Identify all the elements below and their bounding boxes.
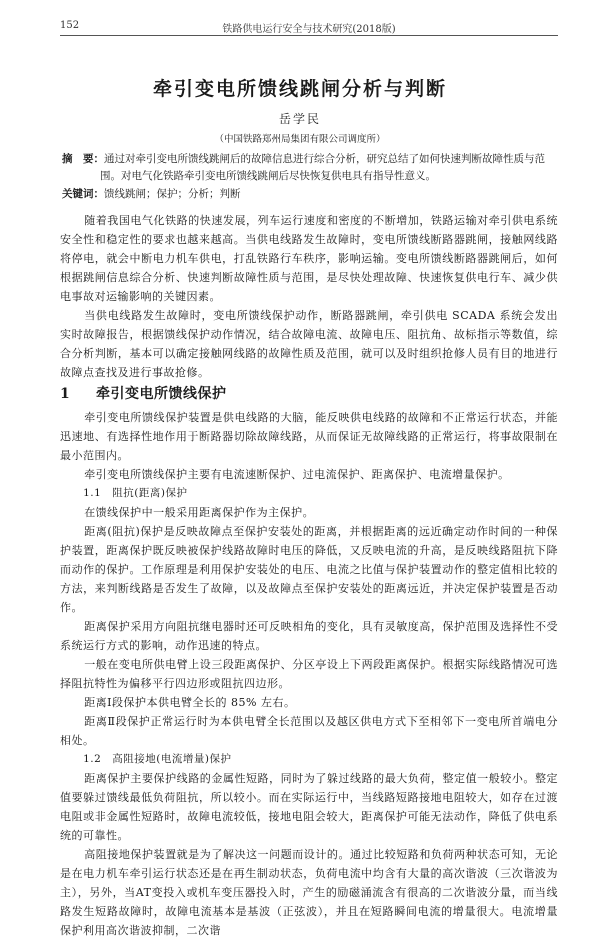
paragraph: 随着我国电气化铁路的快速发展，列车运行速度和密度的不断增加，铁路运输对牵引供电系统安全性和稳定性的要求也越来越高。当供电线路发生故障时，变电所馈线断路器跳闸，接触网线路将停电，就会中断电力机车供电，打乱铁路行车秩序，影响运输。变电所馈线断路器跳闸后，如何根据跳闸信息综合分析、快速判断故障性质与范围，是尽快处理故障、快速恢复供电行车、减少供电事故对运输影响的关键因素。 — [60, 214, 558, 303]
section-heading — [60, 384, 558, 405]
section-title: 牵引变电所馈线保护 — [96, 386, 227, 402]
subsection-heading — [60, 484, 558, 503]
paragraph: 当供电线路发生故障时，变电所馈线保护动作，断路器跳闸，牵引供电 SCADA 系统会发出实时故障报告，根据馈线保护动作情况，结合故障电流、故障电压、阻抗角、故标指示等数值，综合分析判断，基本可以确定接触网线路的故障性质及范围，就可以及时组织抢修人员有目的地进行故障点查找及进行事故抢修。 — [60, 309, 558, 379]
abstract-block — [62, 151, 556, 203]
section-number: 1 — [60, 386, 71, 402]
paragraph: 距离保护采用方向阻抗继电器时还可反映相角的变化，具有灵敏度高，保护范围及选择性不受系统运行方式的影响，动作迅速的特点。 — [60, 620, 558, 652]
running-header — [60, 18, 558, 36]
keywords — [62, 186, 556, 203]
paragraph: 牵引变电所馈线保护装置是供电线路的大脑，能反映供电线路的故障和不正常运行状态，并能迅速地、有选择性地作用于断路器切除故障线路，从而保证无故障线路的正常运行，将事故限制在最小范围内。 — [60, 411, 558, 462]
article-title: 牵引变电所馈线跳闸分析与判断 — [152, 78, 447, 100]
abstract-text: 通过对牵引变电所馈线跳闸后的故障信息进行综合分析，研究总结了如何快速判断故障性质与范围。对电气化铁路牵引变电所馈线跳闸后尽快恢复供电具有指导性意义。 — [100, 153, 545, 182]
paragraph: 距离Ⅱ段保护正常运行时为本供电臂全长范围以及越区供电方式下至相邻下一变电所首端电分相处。 — [60, 715, 558, 747]
paragraph: 牵引变电所馈线保护主要有电流速断保护、过电流保护、距离保护、电流增量保护。 — [84, 468, 510, 481]
paragraph: 距离Ⅰ段保护本供电臂全长的 85% 左右。 — [84, 696, 296, 709]
subsection-number: 1.2 — [83, 753, 102, 765]
paragraph: 在馈线保护中一般采用距离保护作为主保护。 — [84, 506, 315, 519]
author: 岳学民 — [278, 112, 321, 126]
subsection-title: 高阻接地(电流增量)保护 — [112, 753, 232, 765]
keywords-label: 关键词： — [62, 188, 104, 200]
subsection-title: 阻抗(距离)保护 — [112, 487, 188, 499]
journal-title: 铁路供电运行安全与技术研究(2018版) — [222, 24, 396, 35]
page-number: 152 — [60, 20, 80, 31]
article-body — [60, 211, 558, 940]
abstract — [62, 151, 556, 185]
paragraph: 距离(阻抗)保护是反映故障点至保护安装处的距离，并根据距离的远近确定动作时间的一种保护装置，距离保护既反映被保护线路故障时电压的降低，又反映电流的升高，是反映线路阻抗下降而动作的保护。工作原理是利用保护安装处的电压、电流之比值与保护装置动作的整定值相比较的方法，来判断线路是否发生了故障，以及故障点至保护安装处的距离远近，并决定保护装置是否动作。 — [60, 525, 558, 614]
abstract-label: 摘 要： — [62, 153, 104, 165]
paragraph: 一般在变电所供电臂上设三段距离保护、分区亭设上下两段距离保护。根据实际线路情况可选择阻抗特性为偏移平行四边形或阻抗四边形。 — [60, 658, 558, 690]
affiliation: （中国铁路郑州局集团有限公司调度所） — [214, 134, 386, 145]
paragraph: 高阻接地保护装置就是为了解决这一问题而设计的。通过比较短路和负荷两种状态可知，无论是在电力机车牵引运行状态还是在再生制动状态，负荷电流中均含有大量的高次谐波（三次谐波为主），另外，当AT变投入或机车变压器投入时，产生的励磁涌流含有很高的二次谐波分量，而当线路发生短路故障时，故障电流基本是基波（正弦波），并且在短路瞬间电流的增量很大。电流增量保护利用高次谐波抑制，二次谐 — [60, 848, 558, 937]
header-rule — [60, 35, 558, 36]
paragraph: 距离保护主要保护线路的金属性短路，同时为了躲过线路的最大负荷，整定值一般较小。整定值要躲过馈线最低负荷阻抗，所以较小。而在实际运行中，当线路短路接地电阻较大，如存在过渡电阻或非金属性短路时，故障电流较低，接地电阻会较大，距离保护可能无法动作，降低了供电系统的可靠性。 — [60, 772, 558, 842]
keywords-text: 馈线跳闸；保护；分析；判断 — [104, 188, 241, 200]
subsection-heading — [60, 750, 558, 769]
subsection-number: 1.1 — [83, 487, 102, 499]
